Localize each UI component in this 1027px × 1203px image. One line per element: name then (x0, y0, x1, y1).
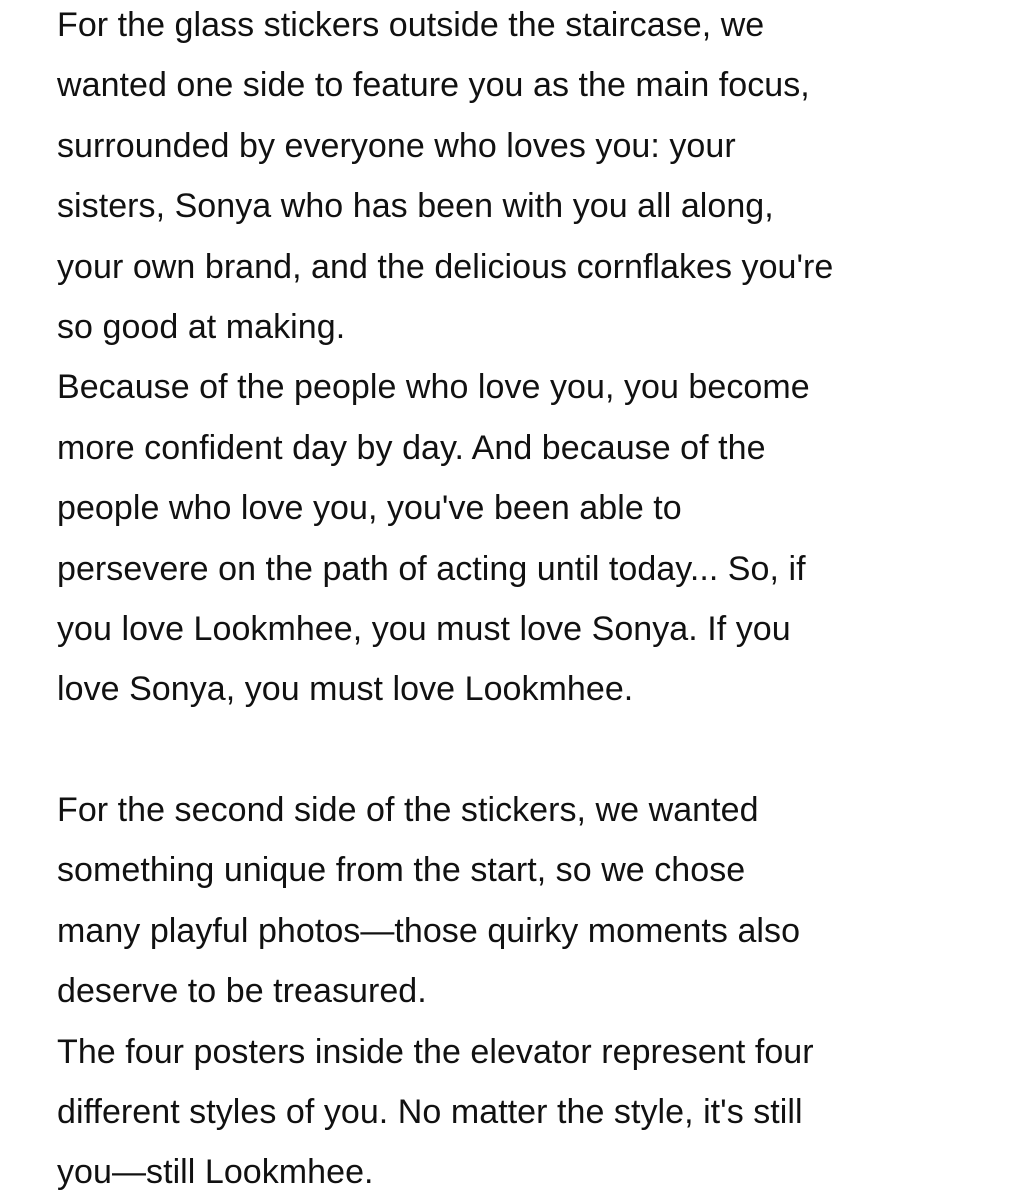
text-line: For the second side of the stickers, we wanted (57, 791, 759, 830)
text-line: Because of the people who love you, you become (57, 368, 810, 407)
paragraph-second-side-stickers (57, 780, 1017, 1022)
paragraph-elevator-posters (57, 1022, 1017, 1203)
text-line: so good at making. (57, 307, 346, 346)
text-line: you—still Lookmhee. (57, 1153, 374, 1192)
text-line: many playful photos—those quirky moments also (57, 911, 801, 950)
text-line: different styles of you. No matter the style, it's still (57, 1093, 803, 1132)
text-line: wanted one side to feature you as the main focus, (57, 66, 810, 105)
paragraph-glass-stickers (57, 0, 1017, 357)
document-body (57, 0, 1017, 1203)
text-line: sisters, Sonya who has been with you all along, (57, 187, 774, 226)
text-line: love Sonya, you must love Lookmhee. (57, 670, 634, 709)
text-line: The four posters inside the elevator represent four (57, 1032, 814, 1071)
text-line: surrounded by everyone who loves you: your (57, 126, 736, 165)
text-line: people who love you, you've been able to (57, 489, 682, 528)
paragraph-people-who-love-you (57, 357, 1017, 719)
text-line: For the glass stickers outside the staircase, we (57, 6, 765, 44)
text-line: you love Lookmhee, you must love Sonya. If you (57, 609, 791, 648)
text-line: persevere on the path of acting until today... So, if (57, 549, 806, 588)
text-line: something unique from the start, so we chose (57, 851, 746, 890)
text-line: more confident day by day. And because of the (57, 428, 766, 467)
paragraph-spacer (57, 720, 1017, 780)
text-line: deserve to be treasured. (57, 972, 427, 1011)
text-line: your own brand, and the delicious cornflakes you're (57, 247, 834, 286)
